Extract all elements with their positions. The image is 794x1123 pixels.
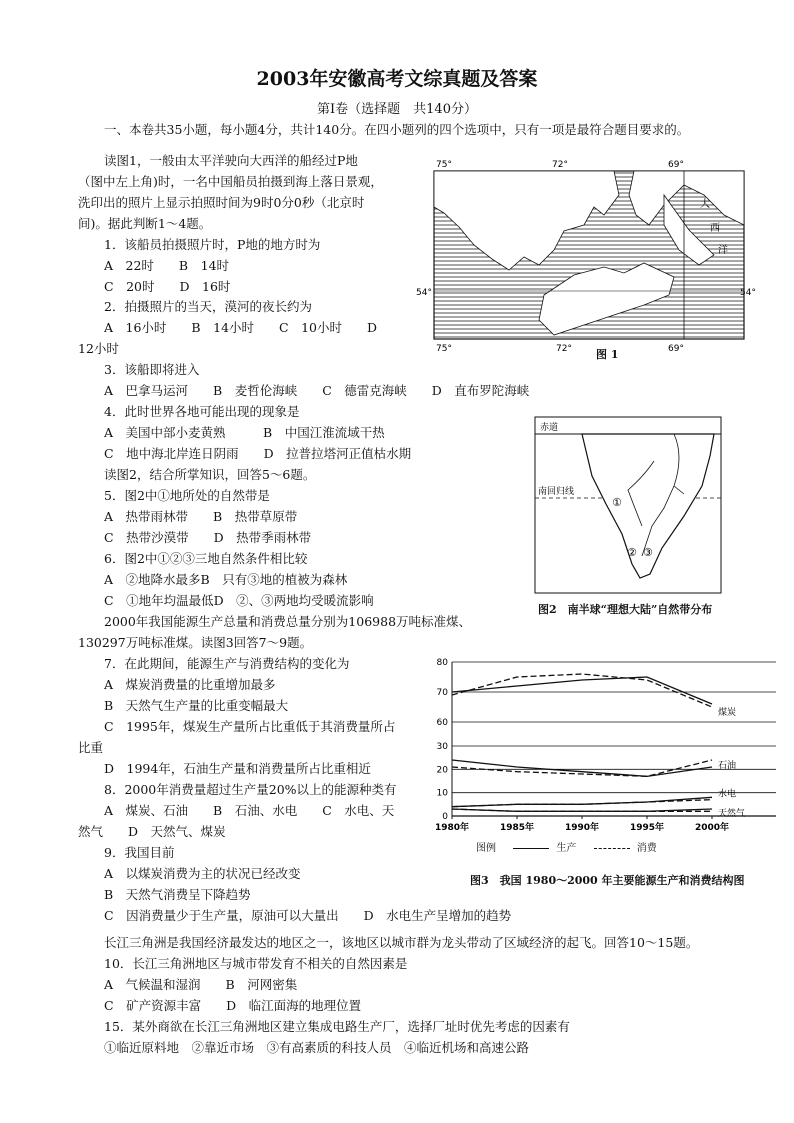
options: B 天然气消费呈下降趋势 <box>104 887 251 902</box>
lon-label: 75° <box>436 160 452 170</box>
passage-line: 长江三角洲是我国经济最发达的地区之一，该地区以城市群为龙头带动了区域经济的起飞。回答10～15题。 <box>104 935 699 950</box>
question: 8．2000年消费量超过生产量20%以上的能源种类有 <box>104 782 397 797</box>
tropic-label: 南回归线 <box>538 487 575 497</box>
options: A 以煤炭消费为主的状况已经改变 <box>104 866 301 881</box>
lon-label: 75° <box>436 344 452 354</box>
passage-line: 读图2，结合所掌知识，回答5～6题。 <box>104 467 316 482</box>
lon-label: 69° <box>668 160 684 170</box>
options: C 1995年，煤炭生产量所占比重低于其消费量所占 <box>104 719 396 734</box>
options: A 煤炭消费量的比重增加最多 <box>104 677 276 692</box>
legend-consumption: 消费 <box>636 843 657 854</box>
options: C 20时 D 16时 <box>104 279 231 294</box>
figure-2-caption: 图2 南半球“理想大陆”自然带分布 <box>538 603 713 616</box>
options: A 巴拿马运河 B 麦哲伦海峡 C 德雷克海峡 D 直布罗陀海峡 <box>104 383 530 398</box>
lon-label: 72° <box>552 160 568 170</box>
y-tick-label: 70 <box>436 688 448 698</box>
y-tick-label: 10 <box>436 788 448 799</box>
figure-3-caption: 图3 我国 1980～2000 年主要能源生产和消费结构图 <box>470 874 745 887</box>
options: ①临近原料地 ②靠近市场 ③有高素质的科技人员 ④临近机场和高速公路 <box>104 1040 530 1055</box>
x-tick-label: 2000年 <box>694 823 730 833</box>
options: 比重 <box>78 740 104 755</box>
section-subtitle: 第Ⅰ卷（选择题 共140分） <box>317 102 477 117</box>
figure-2-continent <box>534 416 724 596</box>
options: C ①地年均温最低D ②、③两地均受暖流影响 <box>104 593 374 608</box>
question: 9．我国目前 <box>104 845 175 860</box>
question: 3．该船即将进入 <box>104 362 200 377</box>
lon-label: 69° <box>668 344 684 354</box>
zone-3-mark: ③ <box>643 546 653 559</box>
options: A 气候温和湿润 B 河网密集 <box>104 977 298 992</box>
ocean-label: 大 <box>700 199 710 210</box>
series-line <box>452 800 712 807</box>
page-title: 2003年安徽高考文综真题及答案 <box>256 68 538 90</box>
series-label: 水电 <box>718 789 737 800</box>
options: D 1994年，石油生产量和消费量所占比重相近 <box>104 761 371 776</box>
legend-prefix: 图例 <box>476 843 496 854</box>
legend-solid-line <box>513 848 549 849</box>
question: 7．在此期间，能源生产与消费结构的变化为 <box>104 656 350 671</box>
y-tick-label: 20 <box>436 765 448 776</box>
series-line <box>452 760 712 776</box>
figure-3-chart <box>424 650 780 840</box>
question: 5．图2中①地所处的自然带是 <box>104 488 270 503</box>
question: 4．此时世界各地可能出现的现象是 <box>104 404 300 419</box>
series-label: 石油 <box>718 761 737 771</box>
options: C 地中海北岸连日阴雨 D 拉普拉塔河正值枯水期 <box>104 446 412 461</box>
x-tick-label: 1990年 <box>564 823 600 833</box>
question: 1．该船员拍摄照片时，P地的地方时为 <box>104 237 321 252</box>
series-label: 天然气 <box>718 809 746 819</box>
passage-line: （图中左上角)时，一名中国船员拍摄到海上落日景观， <box>78 174 383 189</box>
options: A 煤炭、石油 B 石油、水电 C 水电、天 <box>104 803 395 818</box>
passage-line: 间)。据此判断1～4题。 <box>78 216 212 231</box>
question: 10．长江三角洲地区与城市带发育不相关的自然因素是 <box>104 956 408 971</box>
passage-line: 读图1，一般由太平洋驶向大西洋的船经过P地 <box>104 153 358 168</box>
zone-2-mark: ② <box>627 546 637 559</box>
legend-production: 生产 <box>556 843 577 854</box>
passage-line: 130297万吨标准煤。读图3回答7～9题。 <box>78 635 313 650</box>
options: A 热带雨林带 B 热带草原带 <box>104 509 298 524</box>
passage-line: 2000年我国能源生产总量和消费总量分别为106988万吨标准煤、 <box>104 614 472 629</box>
options: A 22时 B 14时 <box>104 258 230 273</box>
options: 然气 D 天然气、煤炭 <box>78 824 226 839</box>
chart-legend <box>476 839 657 859</box>
legend-dashed-line <box>594 848 630 849</box>
ocean-label: 西 <box>710 223 720 234</box>
question: 15．某外商欲在长江三角洲地区建立集成电路生产厂，选择厂址时优先考虑的因素有 <box>104 1019 570 1034</box>
y-tick-label: 30 <box>436 742 448 752</box>
y-tick-label: 0 <box>442 812 448 822</box>
series-label: 煤炭 <box>718 708 737 718</box>
series-line <box>452 674 712 707</box>
options: 12小时 <box>78 341 119 356</box>
equator-label: 赤道 <box>540 423 559 433</box>
options: A 16小时 B 14小时 C 10小时 D <box>104 320 378 335</box>
x-tick-label: 1985年 <box>499 823 535 833</box>
options: A 美国中部小麦黄熟 B 中国江淮流域干热 <box>104 425 385 440</box>
passage-line: 洗印出的照片上显示拍照时间为9时0分0秒（北京时 <box>78 195 365 210</box>
options: C 因消费量少于生产量，原油可以大量出 D 水电生产呈增加的趋势 <box>104 908 512 923</box>
x-tick-label: 1980年 <box>434 823 470 833</box>
options: B 天然气生产量的比重变幅最大 <box>104 698 289 713</box>
lat-label: 54° <box>740 288 756 298</box>
options: A ②地降水最多B 只有③地的植被为森林 <box>104 572 348 587</box>
zone-1-mark: ① <box>612 496 622 509</box>
lon-label: 72° <box>556 344 572 354</box>
y-tick-label: 80 <box>436 658 448 668</box>
figure-1-caption: 图 1 <box>596 348 619 361</box>
ocean-label: 洋 <box>718 245 728 256</box>
instructions: 一、本卷共35小题，每小题4分，共计140分。在四小题列的四个选项中，只有一项是最符合题目要求的。 <box>104 122 690 137</box>
question: 6．图2中①②③三地自然条件相比较 <box>104 551 308 566</box>
question: 2．拍摄照片的当天，漠河的夜长约为 <box>104 299 312 314</box>
lat-label: 54° <box>416 288 432 298</box>
options: C 矿产资源丰富 D 临江面海的地理位置 <box>104 998 362 1013</box>
x-tick-label: 1995年 <box>629 823 665 833</box>
y-tick-label: 60 <box>436 718 448 728</box>
options: C 热带沙漠带 D 热带季雨林带 <box>104 530 312 545</box>
figure-1-map <box>414 155 758 365</box>
